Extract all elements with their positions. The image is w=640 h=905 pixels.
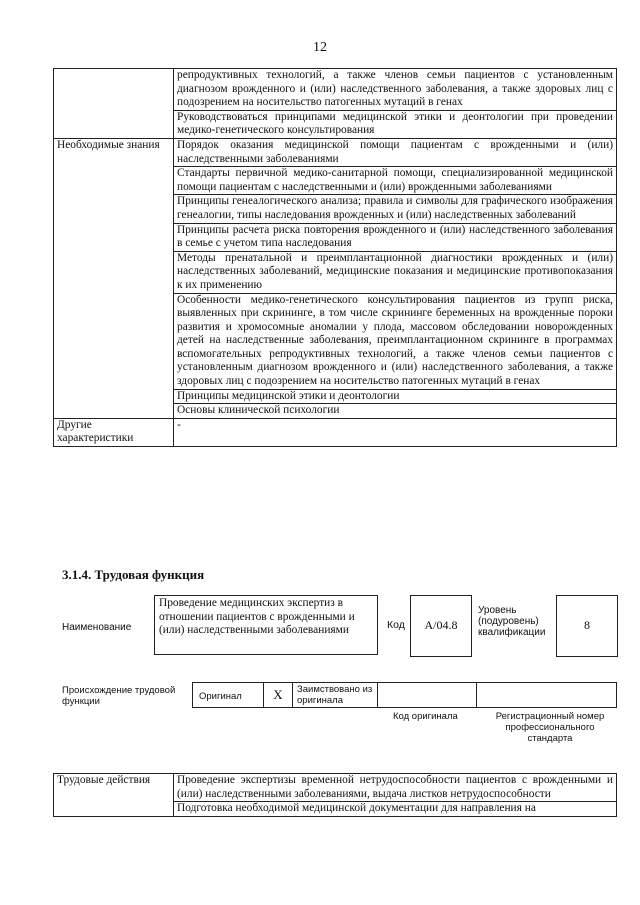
knowledge-table	[53, 68, 617, 447]
row-label-required-knowledge: Необходимые знания	[54, 138, 174, 418]
table-cell: Особенности медико-генетического консультирования пациентов из групп риска, выявленных при скрининге, в том числе скрининге беременных на врожденные пороки развития и хромосомные аномалии у плода, массовом обследовании новорожденных детей на наследственные заболевания, преимплантационном скрининге в программах вспомогательных репродуктивных технологий, а также членов семьи пациентов с установленным диагнозом врожденного и (или) наследственного заболевания, а также здоровых лиц с подозрением на носительство патогенных мутаций в генах	[174, 293, 617, 389]
borrowed-label: Заимствовано из оригинала	[297, 684, 373, 706]
table-cell: Принципы медицинской этики и деонтологии	[174, 389, 617, 404]
level-label: Уровень (подуровень) квалификации	[478, 605, 546, 638]
table-row	[54, 69, 617, 111]
origin-label: Происхождение трудовой функции	[62, 685, 176, 707]
table-row	[54, 138, 617, 166]
table-cell: Стандарты первичной медико-санитарной помощи, специализированной медицинской помощи пациентам с наследственными и (или) врожденными заболеваниями	[174, 167, 617, 195]
labour-actions-table	[53, 773, 617, 817]
row-label-other: Другие характеристики	[54, 418, 174, 446]
borrowed-cell	[292, 682, 378, 708]
page-number: 12	[313, 40, 327, 55]
registration-caption: Регистрационный номер профессионального стандарта	[495, 711, 605, 744]
table-cell: Принципы генеалогического анализа; правила и символы для графического изображения генеалогии, типы наследования врожденных и (или) наследственных заболеваний	[174, 195, 617, 223]
code-label: Код	[387, 619, 405, 631]
table-cell: -	[174, 418, 617, 446]
table-row	[54, 774, 617, 802]
section-title: 3.1.4. Трудовая функция	[62, 567, 205, 582]
table-cell: Порядок оказания медицинской помощи пациентам с врожденными и (или) наследственными заболеваниями	[174, 138, 617, 166]
original-label: Оригинал	[199, 691, 242, 702]
table-cell: Основы клинической психологии	[174, 404, 617, 419]
table-cell: Проведение экспертизы временной нетрудоспособности пациентов с врожденными и (или) наследственными заболеваниями, выдача листков нетрудоспособности	[174, 774, 617, 802]
original-code-cell	[377, 682, 477, 708]
code-value-box: А/04.8	[410, 595, 472, 657]
function-name-box: Проведение медицинских экспертиз в отношении пациентов с врожденными и (или) наследственными заболеваниями	[154, 595, 378, 655]
row-label-labour-actions: Трудовые действия	[54, 774, 174, 817]
name-label: Наименование	[62, 622, 132, 633]
table-cell: Принципы расчета риска повторения врожденного и (или) наследственного заболевания в семье с учетом типа наследования	[174, 223, 617, 251]
table-row	[54, 418, 617, 446]
table-cell: Подготовка необходимой медицинской документации для направления на	[174, 802, 617, 817]
row-label	[54, 69, 174, 139]
registration-number-cell	[476, 682, 617, 708]
original-code-caption: Код оригинала	[393, 711, 458, 722]
original-mark: X	[263, 682, 293, 708]
table-cell: Методы пренатальной и преимплантационной диагностики врожденных и (или) наследственных заболеваний, медицинские показания и медицинские противопоказания к их применению	[174, 251, 617, 293]
table-cell: Руководствоваться принципами медицинской этики и деонтологии при проведении медико-генетического консультирования	[174, 110, 617, 138]
table-cell: репродуктивных технологий, а также членов семьи пациентов с установленным диагнозом врожденного и (или) наследственного заболевания, а также здоровых лиц с подозрением на носительство патогенных мутаций в генах	[174, 69, 617, 111]
original-cell	[192, 682, 264, 708]
level-value-box: 8	[556, 595, 618, 657]
